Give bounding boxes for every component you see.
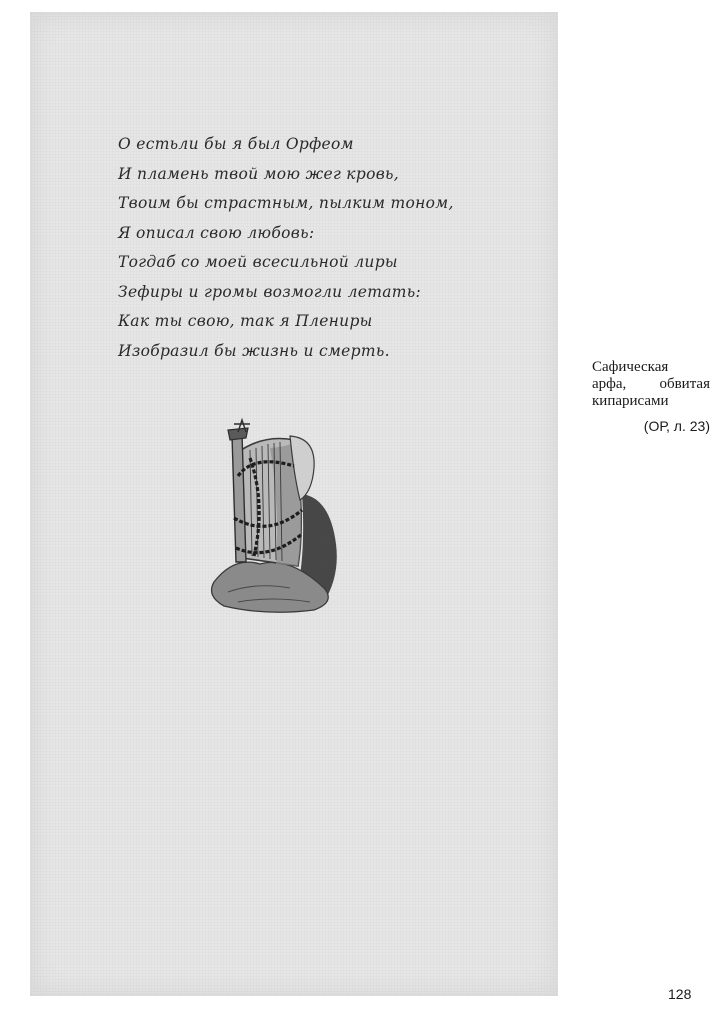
- caption-line: арфа, обвитая: [592, 376, 710, 392]
- caption-line: Сафическая: [592, 359, 669, 375]
- source-reference: (ОР, л. 23): [643, 418, 710, 434]
- harp-illustration: [194, 406, 354, 616]
- poem-line: Твоим бы страстным, пылким тоном,: [118, 194, 454, 212]
- poem-line: Как ты свою, так я Плениры: [118, 312, 373, 330]
- poem: [118, 130, 538, 366]
- poem-line: И пламень твой мою жег кровь,: [118, 164, 400, 183]
- caption-line: кипарисами: [592, 393, 669, 409]
- manuscript-page: [30, 12, 558, 996]
- poem-line: Тогдаб со моей всесильной лиры: [118, 253, 398, 271]
- page-number: 128: [668, 986, 692, 1002]
- poem-line: Я описал свою любовь:: [118, 223, 315, 242]
- poem-line: Зефиры и громы возмогли летать:: [118, 282, 422, 301]
- figure-caption: [592, 359, 710, 410]
- poem-line: О естьли бы я был Орфеом: [118, 135, 354, 153]
- poem-line: Изобразил бы жизнь и смерть.: [118, 341, 390, 360]
